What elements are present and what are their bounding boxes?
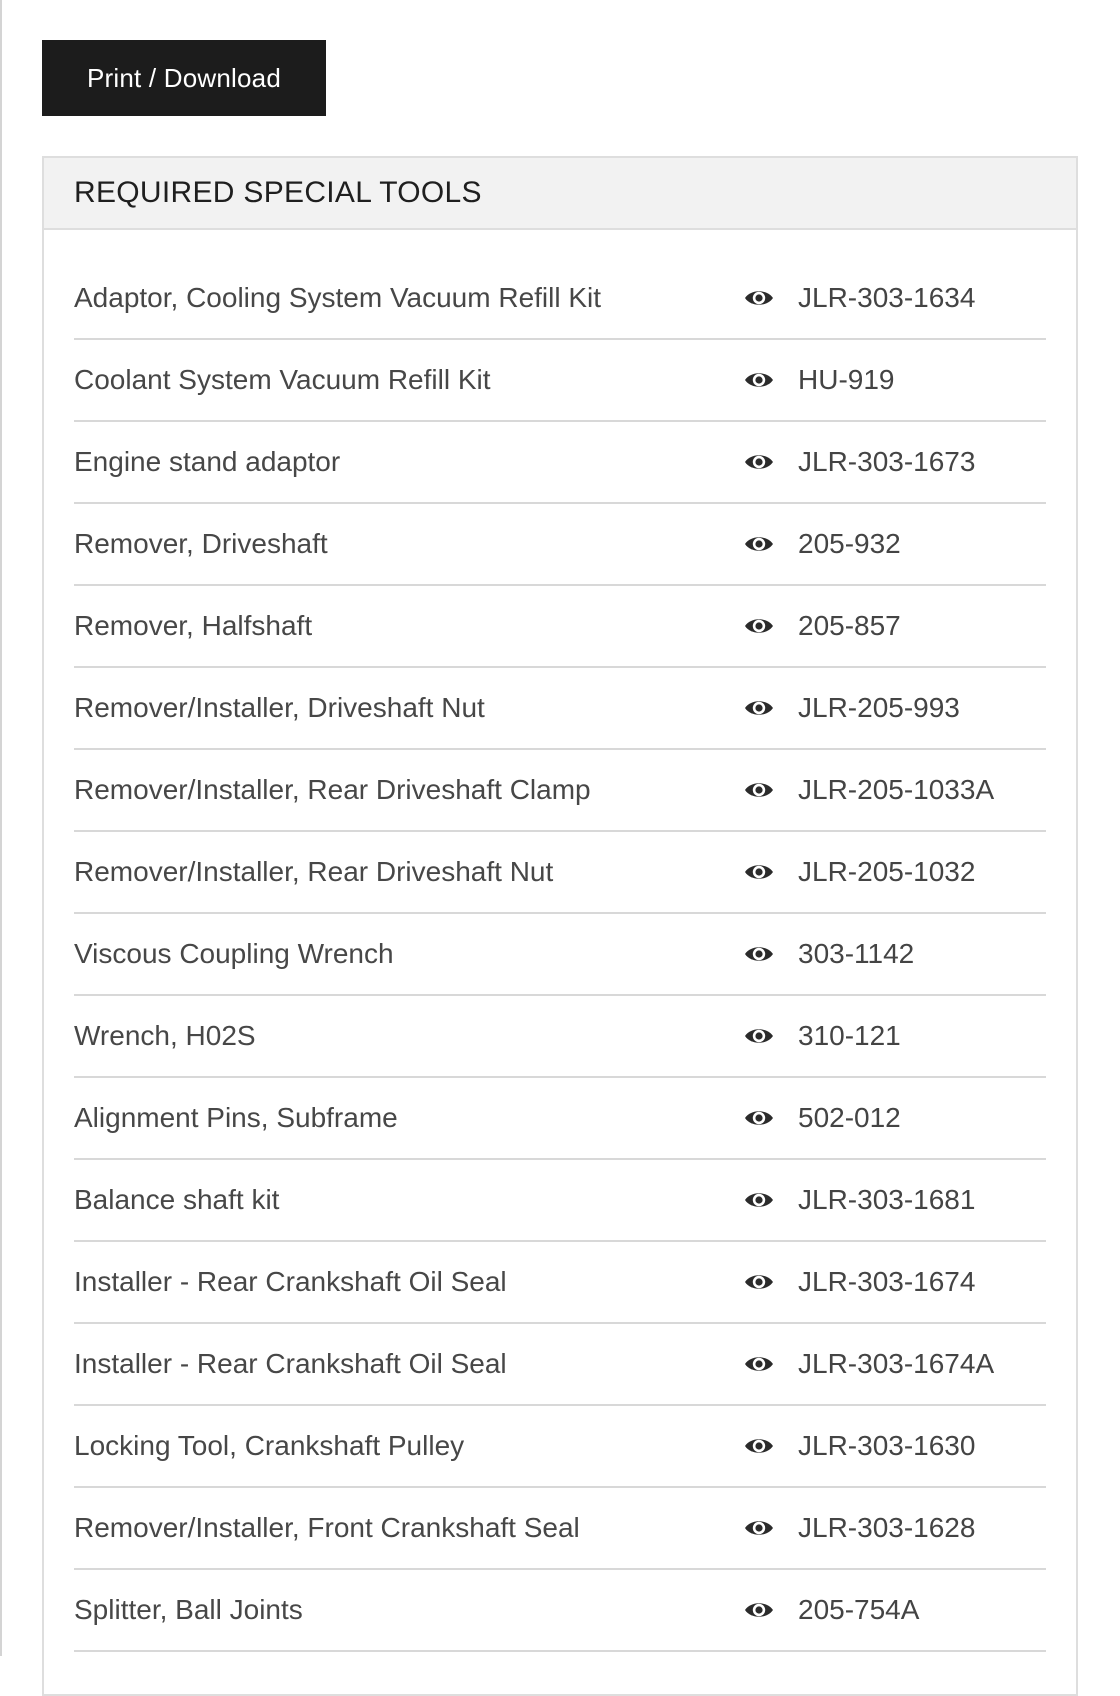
- tool-row: [74, 1324, 1046, 1406]
- tool-name: Balance shaft kit: [74, 1184, 280, 1215]
- tool-row: [74, 258, 1046, 340]
- tool-name: Splitter, Ball Joints: [74, 1594, 303, 1625]
- tool-code: JLR-303-1674A: [798, 1348, 995, 1379]
- tool-row: [74, 1078, 1046, 1160]
- tool-code: HU-919: [798, 364, 895, 395]
- tool-name: Engine stand adaptor: [74, 446, 341, 477]
- eye-icon[interactable]: [744, 942, 774, 966]
- tool-name: Wrench, H02S: [74, 1020, 256, 1051]
- tool-code: 502-012: [798, 1102, 901, 1133]
- tool-row: [74, 750, 1046, 832]
- tool-row: [74, 1242, 1046, 1324]
- tool-code: JLR-303-1673: [798, 446, 976, 477]
- eye-icon[interactable]: [744, 1598, 774, 1622]
- eye-icon[interactable]: [744, 860, 774, 884]
- tool-row: [74, 586, 1046, 668]
- panel-header: [44, 158, 1076, 230]
- tool-code: JLR-303-1628: [798, 1512, 976, 1543]
- tool-name: Viscous Coupling Wrench: [74, 938, 394, 969]
- eye-icon[interactable]: [744, 1024, 774, 1048]
- tool-name: Coolant System Vacuum Refill Kit: [74, 364, 491, 395]
- tool-name: Remover/Installer, Rear Driveshaft Clamp: [74, 774, 591, 805]
- tool-code: 205-754A: [798, 1594, 920, 1625]
- page-left-border: [0, 0, 2, 1656]
- tool-row: [74, 668, 1046, 750]
- tool-name: Remover, Driveshaft: [74, 528, 328, 559]
- tool-row: [74, 832, 1046, 914]
- tool-row: [74, 1406, 1046, 1488]
- tool-code: JLR-303-1630: [798, 1430, 976, 1461]
- tool-row: [74, 422, 1046, 504]
- tool-code: 205-857: [798, 610, 901, 641]
- tool-code: JLR-303-1681: [798, 1184, 976, 1215]
- tool-list: [44, 230, 1076, 1652]
- tool-code: JLR-205-1032: [798, 856, 976, 887]
- eye-icon[interactable]: [744, 286, 774, 310]
- eye-icon[interactable]: [744, 1106, 774, 1130]
- eye-icon[interactable]: [744, 532, 774, 556]
- tool-name: Installer - Rear Crankshaft Oil Seal: [74, 1348, 507, 1379]
- eye-icon[interactable]: [744, 696, 774, 720]
- eye-icon[interactable]: [744, 1188, 774, 1212]
- tool-code: 310-121: [798, 1020, 901, 1051]
- eye-icon[interactable]: [744, 1352, 774, 1376]
- panel-title: REQUIRED SPECIAL TOOLS: [74, 176, 482, 209]
- tool-code: JLR-303-1674: [798, 1266, 976, 1297]
- tool-row: [74, 914, 1046, 996]
- tool-name: Remover/Installer, Rear Driveshaft Nut: [74, 856, 554, 887]
- tool-row: [74, 1160, 1046, 1242]
- eye-icon[interactable]: [744, 1270, 774, 1294]
- tool-name: Locking Tool, Crankshaft Pulley: [74, 1430, 465, 1461]
- eye-icon[interactable]: [744, 614, 774, 638]
- eye-icon[interactable]: [744, 450, 774, 474]
- tool-code: 205-932: [798, 528, 901, 559]
- tool-code: JLR-205-993: [798, 692, 960, 723]
- tool-row: [74, 340, 1046, 422]
- tool-name: Remover, Halfshaft: [74, 610, 313, 641]
- eye-icon[interactable]: [744, 368, 774, 392]
- tool-code: JLR-303-1634: [798, 282, 976, 313]
- eye-icon[interactable]: [744, 1434, 774, 1458]
- required-special-tools-panel: [42, 156, 1078, 1696]
- tool-row: [74, 504, 1046, 586]
- tool-name: Remover/Installer, Front Crankshaft Seal: [74, 1512, 580, 1543]
- tool-name: Adaptor, Cooling System Vacuum Refill Kit: [74, 282, 602, 313]
- tool-name: Alignment Pins, Subframe: [74, 1102, 398, 1133]
- tool-code: JLR-205-1033A: [798, 774, 995, 805]
- tool-row: [74, 1570, 1046, 1652]
- tool-name: Installer - Rear Crankshaft Oil Seal: [74, 1266, 507, 1297]
- eye-icon[interactable]: [744, 778, 774, 802]
- tool-name: Remover/Installer, Driveshaft Nut: [74, 692, 485, 723]
- tool-row: [74, 996, 1046, 1078]
- tool-code: 303-1142: [798, 938, 915, 969]
- tool-row: [74, 1488, 1046, 1570]
- eye-icon[interactable]: [744, 1516, 774, 1540]
- print-download-button[interactable]: Print / Download: [42, 40, 326, 116]
